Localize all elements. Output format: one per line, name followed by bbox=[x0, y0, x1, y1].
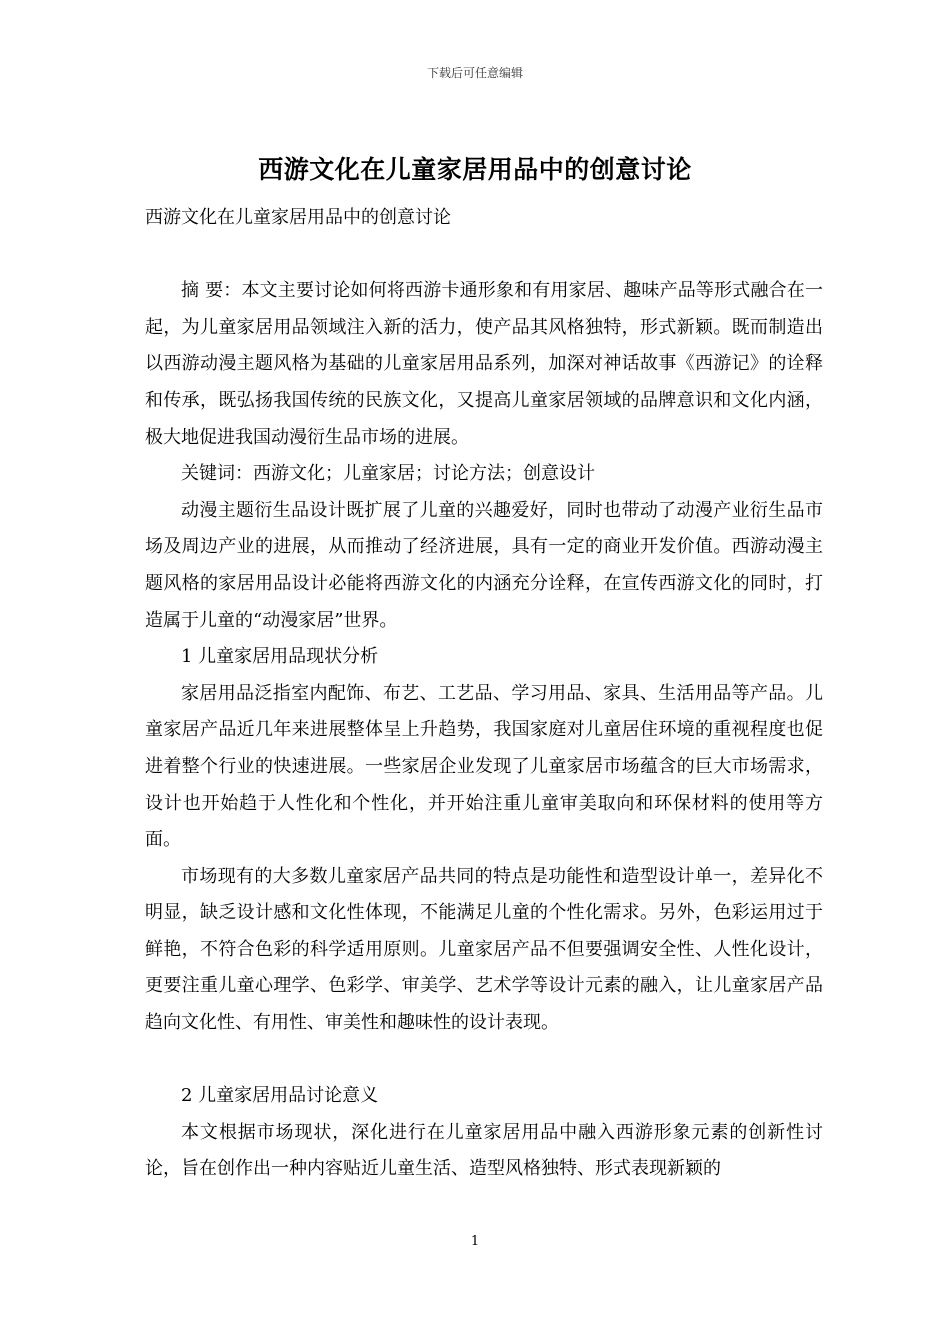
section-1-heading bbox=[145, 639, 823, 676]
section-1-paragraph-2: 市场现有的大多数儿童家居产品共同的特点是功能性和造型设计单一，差异化不明显，缺乏设计感和文化性体现，不能满足儿童的个性化需求。另外，色彩运用过于鲜艳，不符合色彩的科学适用原则。儿童家居产品不但要强调安全性、人性化设计，更要注重儿童心理学、色彩学、审美学、艺术学等设计元素的融入，让儿童家居产品趋向文化性、有用性、审美性和趣味性的设计表现。 bbox=[145, 865, 823, 1034]
section-2-heading-text: 2 儿童家居用品讨论意义 bbox=[181, 1085, 379, 1107]
document-body bbox=[145, 200, 823, 1188]
document-title: 西游文化在儿童家居用品中的创意讨论 bbox=[258, 155, 692, 184]
keywords-text: 关键词：西游文化；儿童家居；讨论方法；创意设计 bbox=[181, 463, 595, 485]
section-2-paragraph-1: 本文根据市场现状，深化进行在儿童家居用品中融入西游形象元素的创新性讨论，旨在创作出一种内容贴近儿童生活、造型风格独特、形式表现新颖的 bbox=[145, 1121, 823, 1180]
blank-line bbox=[145, 1042, 823, 1079]
abstract-paragraph: 摘 要：本文主要讨论如何将西游卡通形象和有用家居、趣味产品等形式融合在一起，为儿童家居用品领域注入新的活力，使产品其风格独特，形式新颖。既而制造出以西游动漫主题风格为基础的儿童家居用品系列，加深对神话故事《西游记》的诠释和传承，既弘扬我国传统的民族文化，又提高儿童家居领域的品牌意识和文化内涵，极大地促进我国动漫衍生品市场的进展。 bbox=[145, 280, 823, 448]
section-1-paragraph-1: 家居用品泛指室内配饰、布艺、工艺品、学习用品、家具、生活用品等产品。儿童家居产品近几年来进展整体呈上升趋势，我国家庭对儿童居住环境的重视程度也促进着整个行业的快速进展。一些家居企业发现了儿童家居市场蕴含的巨大市场需求，设计也开始趋于人性化和个性化，并开始注重儿童审美取向和环保材料的使用等方面。 bbox=[145, 682, 823, 851]
section-2-heading bbox=[145, 1078, 823, 1115]
keywords-line bbox=[145, 456, 823, 493]
document-subtitle: 西游文化在儿童家居用品中的创意讨论 bbox=[145, 207, 451, 228]
intro-paragraph: 动漫主题衍生品设计既扩展了儿童的兴趣爱好，同时也带动了动漫产业衍生品市场及周边产业的进展，从而推动了经济进展，具有一定的商业开发价值。西游动漫主题风格的家居用品设计必能将西游文化的内涵充分诠释，在宣传西游文化的同时，打造属于儿童的“动漫家居”世界。 bbox=[145, 499, 823, 631]
blank-line bbox=[145, 237, 823, 274]
page-header: 下载后可任意编辑 bbox=[426, 66, 523, 80]
page-number: 1 bbox=[470, 1234, 480, 1249]
section-1-heading-text: 1 儿童家居用品现状分析 bbox=[181, 646, 379, 668]
